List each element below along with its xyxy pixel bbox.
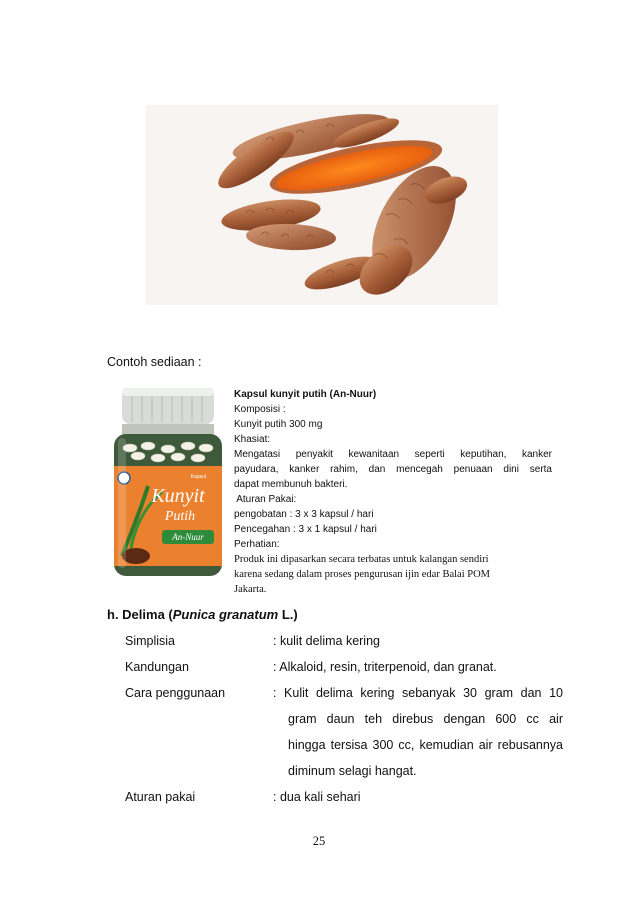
row-label-cara: Cara penggunaan (125, 686, 226, 700)
section-heading-prefix: h. Delima ( (107, 607, 173, 622)
composition-value: Kunyit putih 300 mg (234, 419, 323, 430)
benefit-label: Khasiat: (234, 434, 271, 445)
intro-text: Contoh sediaan : (107, 355, 202, 369)
usage-treatment: pengobatan : 3 x 3 kapsul / hari (234, 509, 374, 520)
section-heading (107, 607, 298, 622)
benefit-line: Mengatasi penyakit kewanitaan seperti keputihan, kanker (234, 449, 552, 460)
section-heading-suffix: L.) (278, 607, 298, 622)
bottle-brand-small: Kapsul (190, 474, 206, 480)
benefit-line: dapat membunuh bakteri. (234, 479, 348, 490)
row-label-simplisia: Simplisia (125, 634, 176, 648)
usage-prevention: Pencegahan : 3 x 1 kapsul / hari (234, 524, 377, 535)
warning-line: Jakarta. (234, 584, 267, 595)
bottle-name-line1: Kunyit (151, 485, 205, 507)
row-value-simplisia: : kulit delima kering (273, 634, 380, 648)
row-value-kandungan: : Alkaloid, resin, triterpenoid, dan granat. (273, 660, 497, 674)
turmeric-photo (146, 105, 498, 305)
warning-line: karena sedang dalam proses pengurusan ijin edar Balai POM (234, 569, 491, 580)
row-label-aturan: Aturan pakai (125, 790, 196, 804)
bottle-maker: An-Nuur (172, 532, 204, 542)
warning-line: Produk ini dipasarkan secara terbatas untuk kalangan sendiri (234, 554, 489, 565)
usage-label: Aturan Pakai: (234, 494, 297, 505)
row-value-cara-cont: diminum selagi hangat. (288, 764, 417, 778)
warning-label: Perhatian: (234, 539, 280, 550)
product-title: Kapsul kunyit putih (An-Nuur) (234, 389, 377, 400)
composition-label: Komposisi : (234, 404, 286, 415)
page-number: 25 (312, 834, 326, 848)
row-value-aturan: : dua kali sehari (273, 790, 361, 804)
benefit-line: payudara, kanker rahim, dan mencegah penuaan dini serta (234, 464, 552, 475)
section-heading-latin: Punica granatum (172, 607, 279, 622)
row-value-cara: : Kulit delima kering sebanyak 30 gram dan 10 (273, 686, 563, 700)
row-label-kandungan: Kandungan (125, 660, 189, 674)
capsule-bottle-photo (108, 386, 228, 579)
row-value-cara-cont: hingga tersisa 300 cc, kemudian air rebusannya (288, 738, 563, 752)
bottle-name-line2: Putih (164, 509, 196, 524)
row-value-cara-cont: gram daun teh direbus dengan 600 cc air (288, 712, 563, 726)
